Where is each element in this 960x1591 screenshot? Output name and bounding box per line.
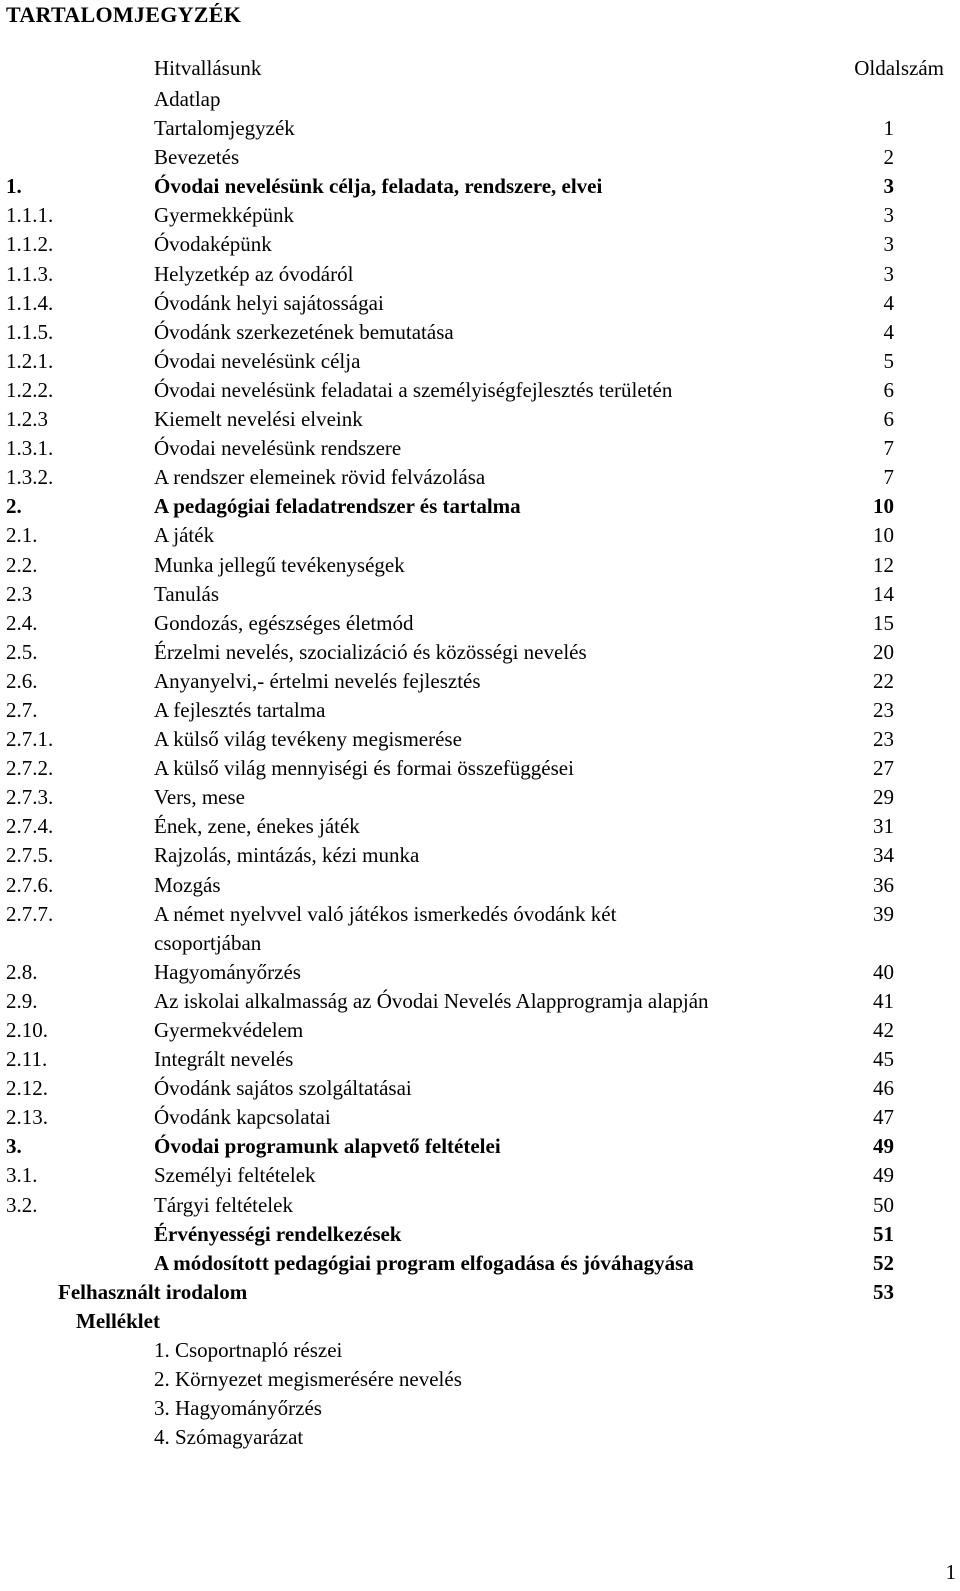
toc-entry-page: 3 bbox=[883, 232, 894, 257]
toc-entry-page: 10 bbox=[873, 494, 894, 519]
footer-page-number: 1 bbox=[945, 1560, 956, 1584]
toc-entry-label: Gondozás, egészséges életmód bbox=[154, 610, 414, 635]
toc-entry bbox=[0, 958, 960, 987]
toc-entry-page: 34 bbox=[873, 843, 894, 868]
toc-entry-page: 12 bbox=[873, 552, 894, 577]
toc-entry-number: 2.11. bbox=[6, 1047, 48, 1072]
toc-entry-label: Anyanyelvi,- értelmi nevelés fejlesztés bbox=[154, 668, 481, 693]
toc-entry-page: 4 bbox=[883, 290, 894, 315]
toc-entry-page: 6 bbox=[883, 377, 894, 402]
toc-entry-page: 39 bbox=[873, 901, 894, 926]
toc-entry bbox=[0, 230, 960, 259]
toc-entry-label: Az iskolai alkalmasság az Óvodai Nevelés Alapprogramja alapján bbox=[154, 988, 709, 1013]
toc-appendix-item bbox=[0, 1365, 960, 1394]
toc-entry-page: 51 bbox=[873, 1221, 894, 1246]
toc-entry bbox=[0, 1132, 960, 1161]
toc-entry-label: Óvodánk helyi sajátosságai bbox=[154, 290, 384, 315]
toc-appendix-item-label: 3. Hagyományőrzés bbox=[154, 1396, 322, 1421]
toc-entry-number: 2.3 bbox=[6, 581, 33, 606]
toc-entry-label: Óvodánk kapcsolatai bbox=[154, 1105, 331, 1130]
toc-entry-label: Óvodai nevelésünk rendszere bbox=[154, 436, 402, 461]
toc-entry bbox=[0, 318, 960, 347]
toc-entry-number: 1.2.3 bbox=[6, 407, 48, 432]
toc-entry-page: 6 bbox=[883, 407, 894, 432]
toc-entry bbox=[0, 1074, 960, 1103]
toc-entry bbox=[0, 871, 960, 900]
toc-entry bbox=[0, 405, 960, 434]
toc-entry-number: 2.13. bbox=[6, 1105, 48, 1130]
toc-entry-label: Helyzetkép az óvodáról bbox=[154, 261, 354, 286]
toc-literature-label: Felhasznált irodalom bbox=[58, 1279, 248, 1304]
toc-entry-page: 10 bbox=[873, 523, 894, 548]
toc-entry-page: 42 bbox=[873, 1018, 894, 1042]
toc-entry-page: 4 bbox=[883, 319, 894, 344]
toc-entry-label: Óvodánk sajátos szolgáltatásai bbox=[154, 1076, 412, 1101]
toc-entry bbox=[0, 1249, 960, 1278]
toc-entry-page: 50 bbox=[873, 1192, 894, 1217]
toc-entry-label: Tárgyi feltételek bbox=[154, 1192, 293, 1217]
toc-entry-number: 1.3.2. bbox=[6, 465, 54, 490]
toc-entry bbox=[0, 1045, 960, 1074]
toc-entry bbox=[0, 551, 960, 580]
toc-entry bbox=[0, 841, 960, 870]
toc-entry-label: Gyermekképünk bbox=[154, 203, 294, 228]
toc-appendix-item-label: 4. Szómagyarázat bbox=[154, 1425, 304, 1450]
toc-entry-number: 1.1.1. bbox=[6, 203, 54, 228]
toc-entry bbox=[0, 201, 960, 230]
toc-entry-number: 1.1.3. bbox=[6, 261, 54, 286]
toc-entry-number: 1.2.2. bbox=[6, 377, 54, 402]
toc-entry bbox=[0, 812, 960, 841]
toc-entry bbox=[0, 347, 960, 376]
toc-entry-label: Adatlap bbox=[154, 87, 221, 111]
toc-entry-number: 2.5. bbox=[6, 639, 38, 664]
toc-entry-page: 7 bbox=[883, 436, 894, 461]
toc-entry-page: 2 bbox=[883, 145, 894, 170]
toc-entry-page: 3 bbox=[883, 261, 894, 286]
toc-entry-page: 1 bbox=[883, 116, 894, 141]
toc-entry-number: 2.2. bbox=[6, 552, 38, 577]
toc-entry-label: A játék bbox=[154, 523, 215, 548]
toc-entry-page: 41 bbox=[873, 988, 894, 1013]
toc-entry bbox=[0, 1103, 960, 1132]
toc-entry-number: 2.7.2. bbox=[6, 756, 54, 781]
toc-entry-number: 2.12. bbox=[6, 1076, 48, 1101]
toc-entry bbox=[0, 754, 960, 783]
toc-entry-page: 15 bbox=[873, 610, 894, 635]
toc-entry-number: 2.6. bbox=[6, 668, 38, 693]
toc-entry bbox=[0, 987, 960, 1016]
toc-entry-label: A német nyelvvel való játékos ismerkedés óvodánk két csoportjában bbox=[154, 901, 617, 955]
page-number-heading: Oldalszám bbox=[854, 56, 944, 80]
toc-entry-page: 3 bbox=[883, 203, 894, 228]
toc-entry-number: 1.1.5. bbox=[6, 319, 54, 344]
toc-entry-label: Munka jellegű tevékenységek bbox=[154, 552, 405, 577]
toc-entry-page: 20 bbox=[873, 639, 894, 664]
document-title: TARTALOMJEGYZÉK bbox=[6, 2, 242, 27]
toc-entry-page: 36 bbox=[873, 872, 894, 897]
toc-entry-label: A külső világ tevékeny megismerése bbox=[154, 727, 462, 752]
toc-entry-label: Gyermekvédelem bbox=[154, 1018, 304, 1042]
toc-entry-number: 3.2. bbox=[6, 1192, 38, 1217]
toc-entry-label: Személyi feltételek bbox=[154, 1163, 316, 1188]
toc-entry-label: Hagyományőrzés bbox=[154, 959, 301, 984]
toc-entry-label: Tartalomjegyzék bbox=[154, 116, 295, 141]
toc-entry bbox=[0, 521, 960, 550]
toc-entry bbox=[0, 783, 960, 812]
toc-entry bbox=[0, 609, 960, 638]
toc-appendix-item-label: 2. Környezet megismerésére nevelés bbox=[154, 1367, 462, 1392]
toc-entry bbox=[0, 667, 960, 696]
toc-entry-label: Érzelmi nevelés, szocializáció és közösségi nevelés bbox=[154, 639, 587, 664]
toc-entry-number: 2.9. bbox=[6, 988, 38, 1013]
toc-entry bbox=[0, 900, 960, 958]
toc-entry-page: 5 bbox=[883, 348, 894, 373]
toc-entry-number: 2.7.4. bbox=[6, 814, 54, 839]
toc-entry-number: 2.7.1. bbox=[6, 727, 54, 752]
toc-entry bbox=[0, 1016, 960, 1045]
toc-entry-page: 23 bbox=[873, 727, 894, 752]
toc-entry bbox=[0, 85, 960, 114]
toc-entry-label: A fejlesztés tartalma bbox=[154, 697, 326, 722]
toc-entry-label: Érvényességi rendelkezések bbox=[154, 1221, 402, 1246]
toc-entry-label: Hitvallásunk bbox=[154, 56, 262, 80]
toc-entry-number: 2.7.3. bbox=[6, 785, 54, 810]
toc-entry-page: 7 bbox=[883, 465, 894, 490]
toc-entry-page: 31 bbox=[873, 814, 894, 839]
toc-literature-entry bbox=[0, 1278, 960, 1307]
toc-entry-number: 2.7.6. bbox=[6, 872, 54, 897]
toc-appendix-item bbox=[0, 1394, 960, 1423]
toc-entry-number: 1. bbox=[6, 174, 22, 199]
toc-entry bbox=[0, 114, 960, 143]
toc-entry bbox=[0, 580, 960, 609]
toc-entry bbox=[0, 463, 960, 492]
toc-entry-number: 1.3.1. bbox=[6, 436, 54, 461]
toc-entry-label: Óvodaképünk bbox=[154, 232, 272, 257]
toc-entry bbox=[0, 434, 960, 463]
toc-entry-number: 1.2.1. bbox=[6, 348, 54, 373]
toc-entry bbox=[0, 289, 960, 318]
toc-entry bbox=[0, 725, 960, 754]
toc-entry-number: 2.4. bbox=[6, 610, 38, 635]
toc-entry-label: Óvodai nevelésünk feladatai a személyiségfejlesztés területén bbox=[154, 377, 673, 402]
toc-entry bbox=[0, 172, 960, 201]
toc-entry bbox=[0, 260, 960, 289]
toc-entry-page: 49 bbox=[873, 1134, 894, 1159]
toc-appendix-item bbox=[0, 1423, 960, 1452]
toc-entry-label: Óvodai nevelésünk célja bbox=[154, 348, 361, 373]
toc-entry-label: Mozgás bbox=[154, 872, 221, 897]
toc-entry-page: 45 bbox=[873, 1047, 894, 1072]
toc-entry-number: 2.7.7. bbox=[6, 901, 54, 926]
toc-entry-number: 1.1.2. bbox=[6, 232, 54, 257]
toc-entry-label: Óvodai programunk alapvető feltételei bbox=[154, 1134, 501, 1159]
toc-entry-label: Ének, zene, énekes játék bbox=[154, 814, 360, 839]
toc-entry bbox=[0, 638, 960, 667]
toc-entry-label: Tanulás bbox=[154, 581, 220, 606]
toc-literature-page: 53 bbox=[873, 1279, 894, 1304]
table-of-contents bbox=[0, 85, 960, 1452]
toc-entry-number: 2.7.5. bbox=[6, 843, 54, 868]
toc-entry-label: A módosított pedagógiai program elfogadása és jóváhagyása bbox=[154, 1250, 694, 1275]
toc-entry-label: A külső világ mennyiségi és formai összefüggései bbox=[154, 756, 574, 781]
toc-appendix-label: Melléklet bbox=[76, 1308, 160, 1333]
toc-entry-number: 2.1. bbox=[6, 523, 38, 548]
toc-entry-label: Vers, mese bbox=[154, 785, 245, 810]
toc-entry-label: Bevezetés bbox=[154, 145, 240, 170]
toc-entry bbox=[0, 1161, 960, 1190]
toc-entry-label: Rajzolás, mintázás, kézi munka bbox=[154, 843, 420, 868]
toc-entry bbox=[0, 143, 960, 172]
toc-entry bbox=[0, 376, 960, 405]
toc-header-row bbox=[0, 56, 960, 85]
toc-entry-number: 2.8. bbox=[6, 959, 38, 984]
toc-entry-page: 27 bbox=[873, 756, 894, 781]
toc-appendix-item bbox=[0, 1336, 960, 1365]
toc-entry-number: 2. bbox=[6, 494, 22, 519]
toc-entry-label: A pedagógiai feladatrendszer és tartalma bbox=[154, 494, 521, 519]
toc-entry-label: A rendszer elemeinek rövid felvázolása bbox=[154, 465, 486, 490]
toc-entry-page: 47 bbox=[873, 1105, 894, 1130]
toc-entry-label: Integrált nevelés bbox=[154, 1047, 294, 1072]
toc-entry-page: 14 bbox=[873, 581, 894, 606]
toc-entry-page: 3 bbox=[883, 174, 894, 199]
toc-entry-page: 46 bbox=[873, 1076, 894, 1101]
toc-entry-label: Kiemelt nevelési elveink bbox=[154, 407, 363, 432]
toc-entry-page: 22 bbox=[873, 668, 894, 693]
toc-appendix-item-label: 1. Csoportnapló részei bbox=[154, 1338, 343, 1363]
toc-entry-number: 3. bbox=[6, 1134, 22, 1159]
toc-entry-number: 1.1.4. bbox=[6, 290, 54, 315]
toc-entry-page: 40 bbox=[873, 959, 894, 984]
toc-appendix-heading bbox=[0, 1307, 960, 1336]
toc-entry-number: 3.1. bbox=[6, 1163, 38, 1188]
toc-entry-page: 49 bbox=[873, 1163, 894, 1188]
toc-entry-page: 29 bbox=[873, 785, 894, 810]
toc-entry-label: Óvodánk szerkezetének bemutatása bbox=[154, 319, 454, 344]
toc-entry bbox=[0, 1220, 960, 1249]
toc-entry-number: 2.7. bbox=[6, 697, 38, 722]
toc-entry bbox=[0, 1191, 960, 1220]
toc-entry-number: 2.10. bbox=[6, 1018, 48, 1042]
toc-entry bbox=[0, 696, 960, 725]
toc-entry-label: Óvodai nevelésünk célja, feladata, rendszere, elvei bbox=[154, 174, 603, 199]
toc-entry-page: 52 bbox=[873, 1250, 894, 1275]
toc-entry bbox=[0, 492, 960, 521]
toc-entry-page: 23 bbox=[873, 697, 894, 722]
